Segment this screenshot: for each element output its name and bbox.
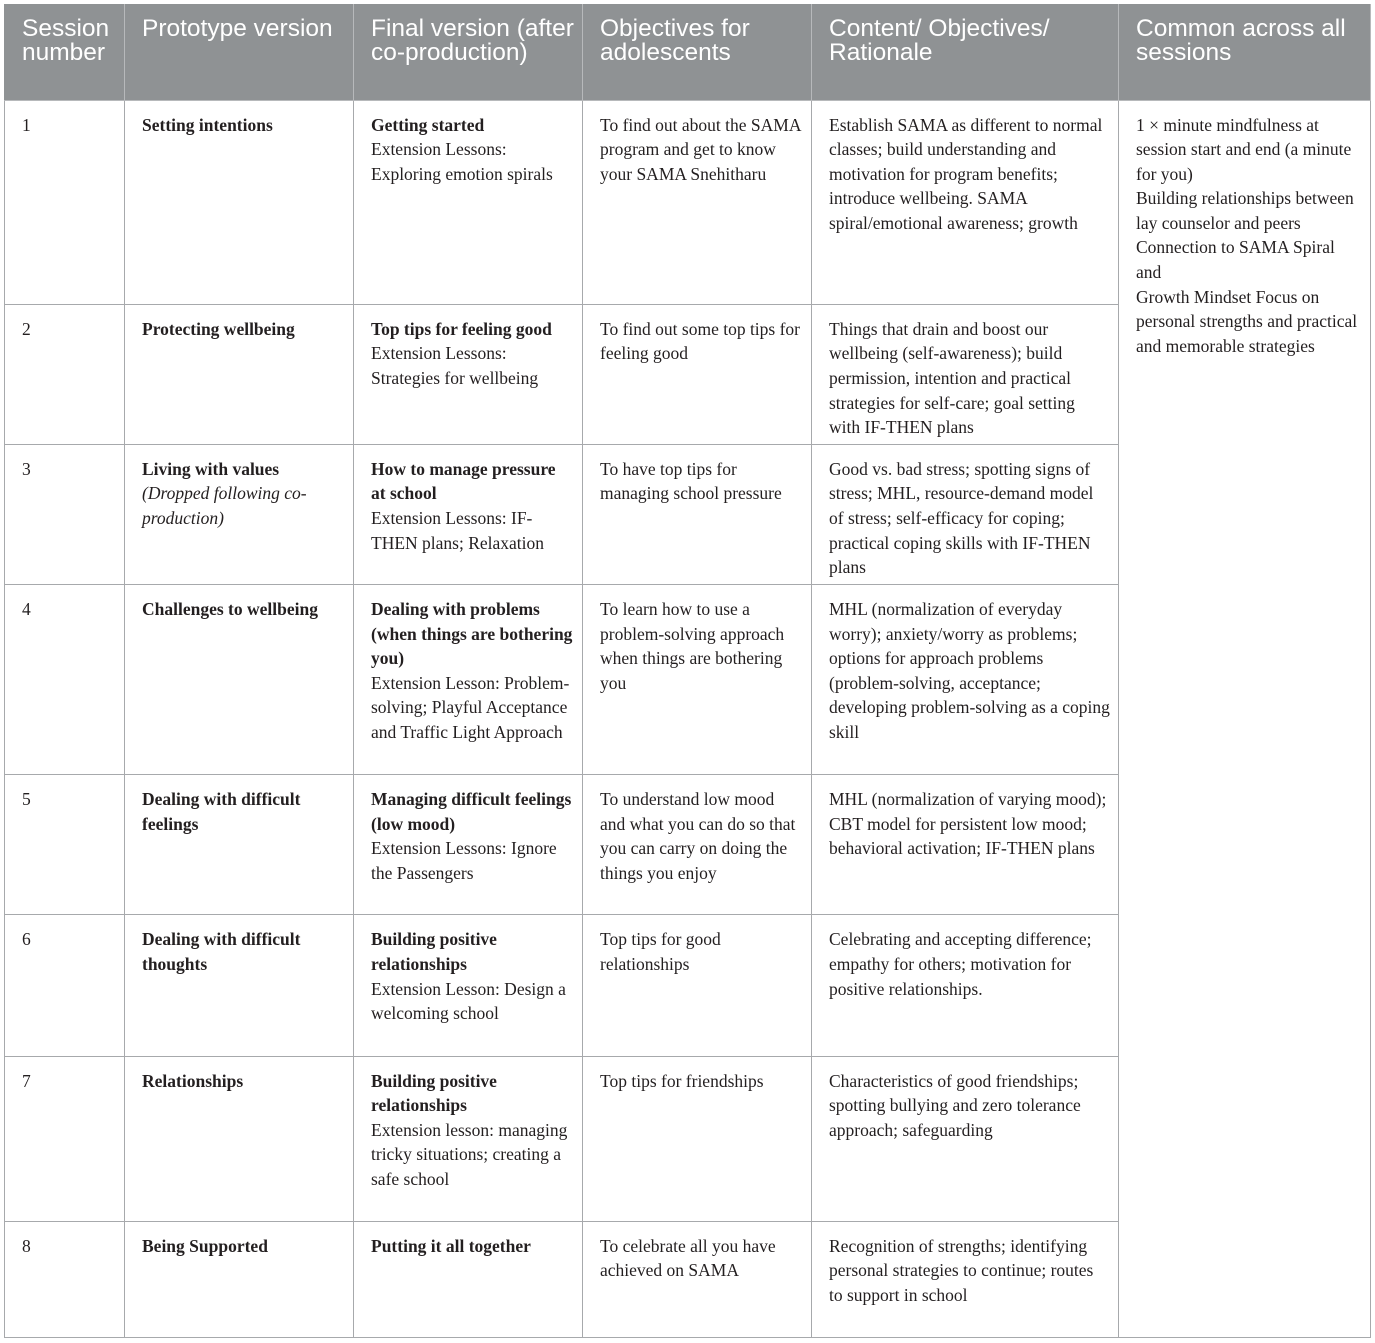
content-cell: MHL (normalization of varying mood); CBT model for persistent low mood; behavioral activation; IF-THEN plans [812,775,1119,915]
header-prototype-version: Prototype version [125,4,354,100]
extension-lessons: Extension Lesson: Design a welcoming school [371,978,566,1024]
common-item: Growth Mindset Focus on personal strengths and practical and memorable strategies [1136,286,1358,356]
session-number: 3 [5,444,125,584]
session-number: 6 [5,915,125,1056]
common-item: Connection to SAMA Spiral and [1136,237,1335,283]
prototype-title: Challenges to wellbeing [142,599,318,620]
final-title: Top tips for feeling good [371,318,552,339]
objectives-cell: To understand low mood and what you can do so that you can carry on doing the things you enjoy [583,775,812,915]
header-session-number: Session number [5,4,125,100]
common-item: 1 × minute mindfulness at session start and end (a minute for you) [1136,114,1352,184]
header-content: Content/ Objectives/ Rationale [812,4,1119,100]
header-common: Common across all sessions [1119,4,1371,100]
prototype-cell [125,775,354,915]
prototype-cell [125,585,354,775]
content-cell: Things that drain and boost our wellbeing (self-awareness); build permission, intention and practical strategies for self-care; goal setting with IF-THEN plans [812,304,1119,444]
final-title: Building positive relationships [371,929,497,975]
prototype-cell [125,304,354,444]
prototype-title: Setting intentions [142,114,273,135]
objectives-cell: To find out about the SAMA program and get to know your SAMA Snehitharu [583,100,812,304]
objectives-cell: To celebrate all you have achieved on SAMA [583,1221,812,1337]
extension-lessons: Extension Lessons: Ignore the Passengers [371,838,557,884]
final-cell [354,444,583,584]
session-number: 7 [5,1056,125,1221]
extension-lessons: Extension Lesson: Problem-solving; Playful Acceptance and Traffic Light Approach [371,672,570,743]
final-title: Getting started [371,114,485,135]
final-cell [354,585,583,775]
extension-lessons: Extension Lessons: Strategies for wellbeing [371,343,539,388]
objectives-cell: To have top tips for managing school pressure [583,444,812,584]
session-number: 1 [5,100,125,304]
common-cell [1119,100,1371,1338]
content-cell: Establish SAMA as different to normal classes; build understanding and motivation for program benefits; introduce wellbeing. SAMA spiral/emotional awareness; growth [812,100,1119,304]
prototype-title: Protecting wellbeing [142,318,295,339]
prototype-title: Being Supported [142,1235,268,1256]
table-row [5,100,1371,304]
prototype-title: Dealing with difficult thoughts [142,929,301,975]
final-title: How to manage pressure at school [371,458,556,504]
extension-lessons: Extension Lessons: IF-THEN plans; Relaxation [371,508,545,553]
objectives-cell: To find out some top tips for feeling good [583,304,812,444]
content-cell: Celebrating and accepting difference; empathy for others; motivation for positive relationships. [812,915,1119,1056]
prototype-cell [125,1056,354,1221]
header-final-version: Final version (after co-production) [354,4,583,100]
extension-lessons: Extension Lessons: Exploring emotion spirals [371,139,553,184]
session-number: 4 [5,585,125,775]
header-row [5,4,1371,100]
content-cell: Recognition of strengths; identifying personal strategies to continue; routes to support in school [812,1221,1119,1337]
prototype-title: Relationships [142,1070,244,1091]
final-title: Building positive relationships [371,1070,497,1116]
final-cell [354,1221,583,1337]
session-number: 5 [5,775,125,915]
header-objectives: Objectives for adolescents [583,4,812,100]
final-title: Managing difficult feelings (low mood) [371,789,572,834]
final-title: Dealing with problems (when things are bothering you) [371,599,573,669]
prototype-cell [125,1221,354,1337]
content-cell: Good vs. bad stress; spotting signs of stress; MHL, resource-demand model of stress; self-efficacy for coping; practical coping skills with IF-THEN plans [812,444,1119,584]
final-cell [354,775,583,915]
content-cell: MHL (normalization of everyday worry); anxiety/worry as problems; options for approach problems (problem-solving, acceptance; developing problem-solving as a coping skill [812,585,1119,775]
objectives-cell: Top tips for good relationships [583,915,812,1056]
prototype-title: Living with values [142,458,280,479]
prototype-note: (Dropped following co-production) [142,483,307,529]
session-number: 8 [5,1221,125,1337]
sessions-table [4,4,1371,1338]
prototype-cell [125,915,354,1056]
final-title: Putting it all together [371,1235,531,1256]
final-cell [354,100,583,304]
final-cell [354,915,583,1056]
objectives-cell: Top tips for friendships [583,1056,812,1221]
prototype-cell [125,100,354,304]
content-cell: Characteristics of good friendships; spotting bullying and zero tolerance approach; safeguarding [812,1056,1119,1221]
objectives-cell: To learn how to use a problem-solving approach when things are bothering you [583,585,812,775]
session-number: 2 [5,304,125,444]
prototype-cell [125,444,354,584]
final-cell [354,1056,583,1221]
extension-lessons: Extension lesson: managing tricky situations; creating a safe school [371,1119,568,1189]
prototype-title: Dealing with difficult feelings [142,789,301,834]
final-cell [354,304,583,444]
common-item: Building relationships between lay counselor and peers [1136,188,1354,233]
